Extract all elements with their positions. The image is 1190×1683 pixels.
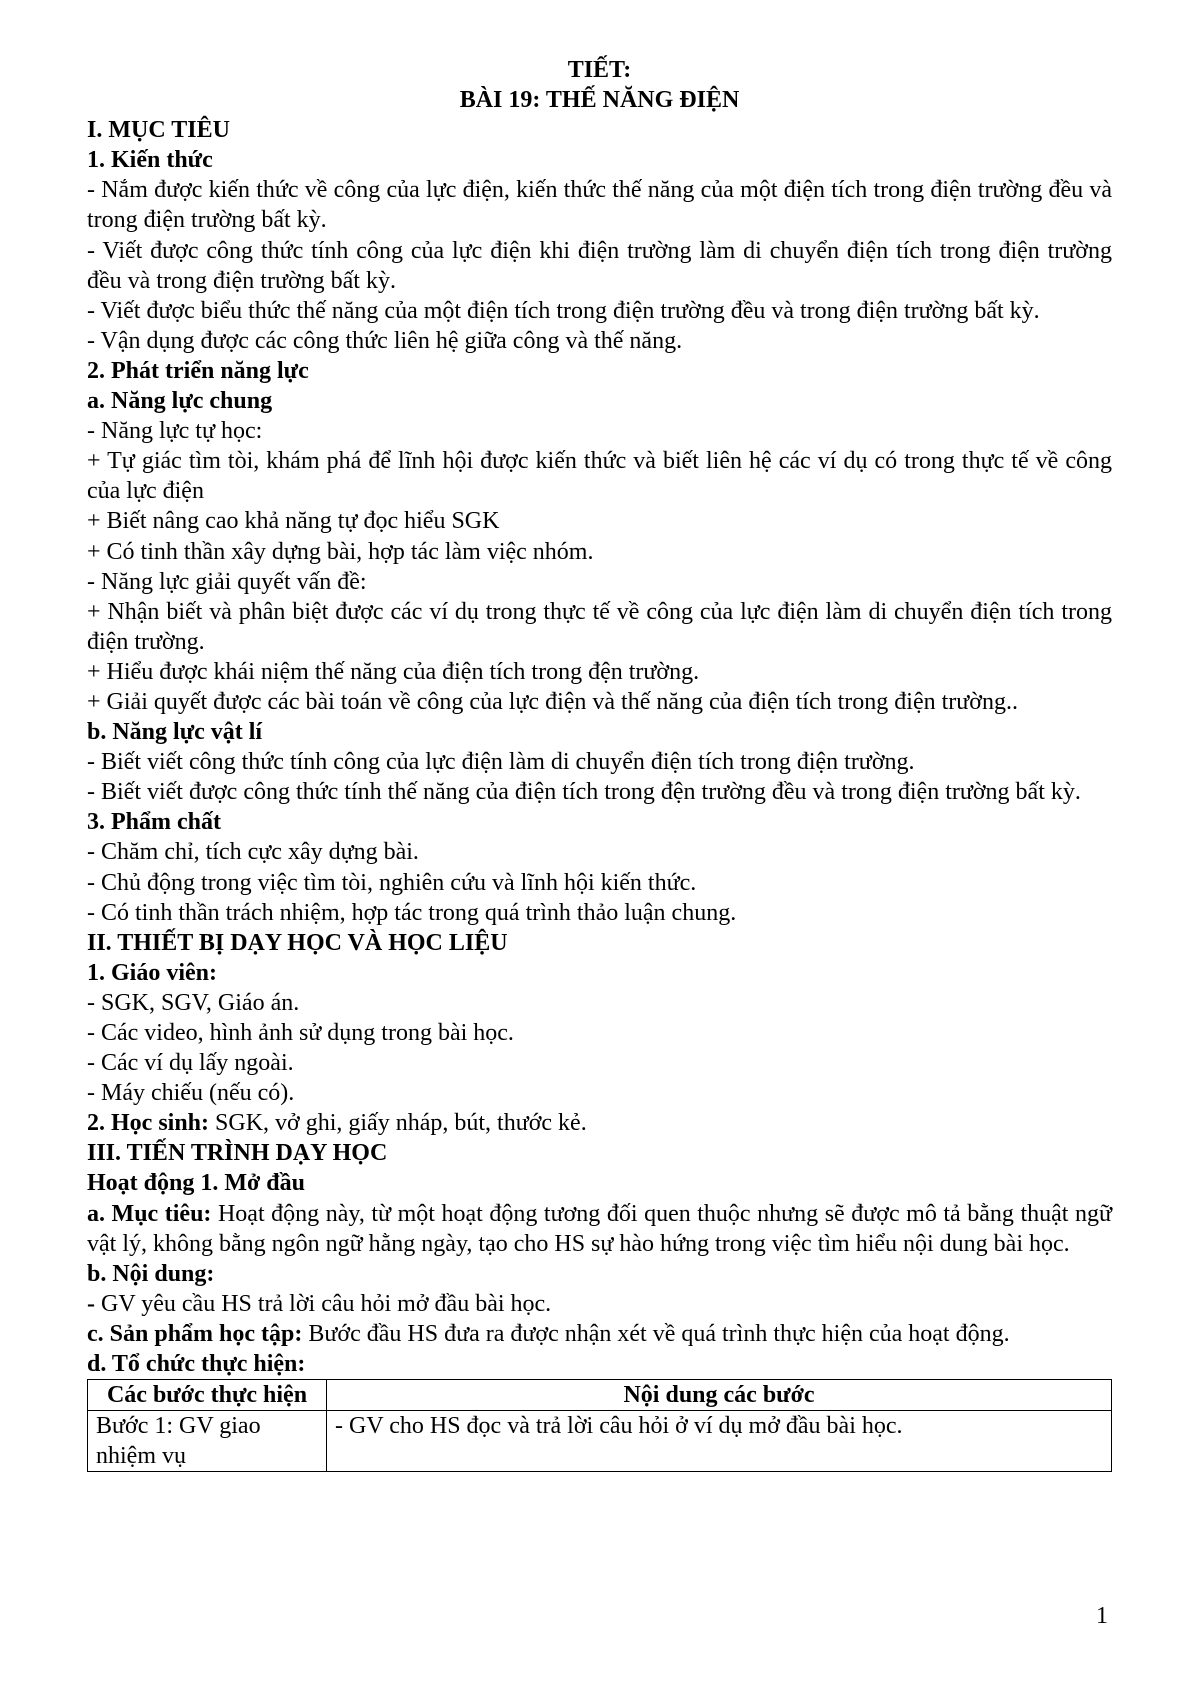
objective-label: a. Mục tiêu: xyxy=(87,1200,212,1227)
objective-paragraph xyxy=(87,1199,1112,1259)
activity-1-title: Hoạt động 1. Mở đầu xyxy=(87,1170,305,1197)
physics-competence-item: - Biết viết được công thức tính thế năng của điện tích trong đện trường đều và trong điện trường bất kỳ. xyxy=(87,779,1081,806)
steps-table xyxy=(87,1379,1112,1472)
table-cell-content: - GV cho HS đọc và trả lời câu hỏi ở ví dụ mở đầu bài học. xyxy=(327,1411,1112,1472)
student-line xyxy=(87,1108,1112,1138)
physics-competence-item: - Biết viết công thức tính công của lực điện làm di chuyển điện tích trong điện trường. xyxy=(87,749,915,776)
qualities-item: - Có tinh thần trách nhiệm, hợp tác trong quá trình thảo luận chung. xyxy=(87,899,737,926)
table-header-steps: Các bước thực hiện xyxy=(88,1380,327,1411)
teacher-title: 1. Giáo viên: xyxy=(87,959,217,986)
knowledge-item: - Viết được công thức tính công của lực điện khi điện trường làm di chuyển điện tích trong điện trường đều và trong điện trường bất kỳ. xyxy=(87,237,1112,294)
objective-text: Hoạt động này, từ một hoạt động tương đối quen thuộc nhưng sẽ được mô tả bằng thuật ngữ vật lý, không bằng ngôn ngữ hằng ngày, tạo cho HS sự hào hứng trong việc tìm hiểu nội dung bài học. xyxy=(87,1200,1112,1257)
product-text: Bước đầu HS đưa ra được nhận xét về quá trình thực hiện của hoạt động. xyxy=(302,1320,1010,1347)
general-competence-title: a. Năng lực chung xyxy=(87,388,273,415)
product-line xyxy=(87,1319,1112,1349)
content-title: b. Nội dung: xyxy=(87,1260,215,1287)
qualities-title: 3. Phẩm chất xyxy=(87,809,221,836)
general-competence-item: - Năng lực giải quyết vấn đề: xyxy=(87,568,367,595)
student-text: SGK, vở ghi, giấy nháp, bút, thước kẻ. xyxy=(209,1110,587,1137)
table-row xyxy=(88,1411,1112,1472)
general-competence-item: - Năng lực tự học: xyxy=(87,418,263,445)
knowledge-item: - Nắm được kiến thức về công của lực điện, kiến thức thế năng của một điện tích trong điện trường đều và trong điện trường bất kỳ. xyxy=(87,177,1112,234)
knowledge-title: 1. Kiến thức xyxy=(87,147,213,174)
organization-title: d. Tổ chức thực hiện: xyxy=(87,1351,306,1378)
product-label: c. Sản phẩm học tập: xyxy=(87,1320,303,1347)
qualities-item: - Chăm chỉ, tích cực xây dựng bài. xyxy=(87,839,419,866)
general-competence-item: + Biết nâng cao khả năng tự đọc hiểu SGK xyxy=(87,508,500,535)
teacher-item: - Máy chiếu (nếu có). xyxy=(87,1080,295,1107)
lesson-period: TIẾT: xyxy=(567,57,632,83)
competence-title: 2. Phát triển năng lực xyxy=(87,357,309,384)
general-competence-item: + Hiểu được khái niệm thế năng của điện tích trong đện trường. xyxy=(87,658,700,685)
general-competence-item: + Tự giác tìm tòi, khám phá để lĩnh hội được kiến thức và biết liên hệ các ví dụ có trong thực tế về công của lực điện xyxy=(87,448,1112,505)
section-objectives-title: I. MỤC TIÊU xyxy=(87,117,230,144)
general-competence-item: + Nhận biết và phân biệt được các ví dụ trong thực tế về công của lực điện làm di chuyển điện tích trong điện trường. xyxy=(87,598,1112,655)
general-competence-item: + Giải quyết được các bài toán về công của lực điện và thế năng của điện tích trong điện trường.. xyxy=(87,688,1018,715)
content-dash: - xyxy=(87,1290,95,1317)
physics-competence-title: b. Năng lực vật lí xyxy=(87,719,263,746)
general-competence-item: + Có tinh thần xây dựng bài, hợp tác làm việc nhóm. xyxy=(87,538,594,565)
teacher-item: - Các video, hình ảnh sử dụng trong bài học. xyxy=(87,1020,514,1046)
teacher-item: - Các ví dụ lấy ngoài. xyxy=(87,1050,294,1077)
student-label: 2. Học sinh: xyxy=(87,1110,210,1137)
content-line xyxy=(87,1289,1112,1319)
content-text: GV yêu cầu HS trả lời câu hỏi mở đầu bài học. xyxy=(95,1290,552,1317)
document-page xyxy=(87,55,1112,1472)
teacher-item: - SGK, SGV, Giáo án. xyxy=(87,989,300,1016)
table-header-row xyxy=(88,1380,1112,1411)
page-number: 1 xyxy=(1096,1603,1108,1629)
knowledge-item: - Vận dụng được các công thức liên hệ giữa công và thế năng. xyxy=(87,327,683,354)
section-equipment-title: II. THIẾT BỊ DẠY HỌC VÀ HỌC LIỆU xyxy=(87,929,508,956)
knowledge-item: - Viết được biểu thức thế năng của một điện tích trong điện trường đều và trong điện trường bất kỳ. xyxy=(87,297,1040,324)
table-header-content: Nội dung các bước xyxy=(327,1380,1112,1411)
qualities-item: - Chủ động trong việc tìm tòi, nghiên cứu và lĩnh hội kiến thức. xyxy=(87,869,697,896)
lesson-title: BÀI 19: THẾ NĂNG ĐIỆN xyxy=(459,87,740,114)
table-cell-step: Bước 1: GV giao nhiệm vụ xyxy=(88,1411,327,1472)
section-process-title: III. TIẾN TRÌNH DẠY HỌC xyxy=(87,1140,388,1167)
